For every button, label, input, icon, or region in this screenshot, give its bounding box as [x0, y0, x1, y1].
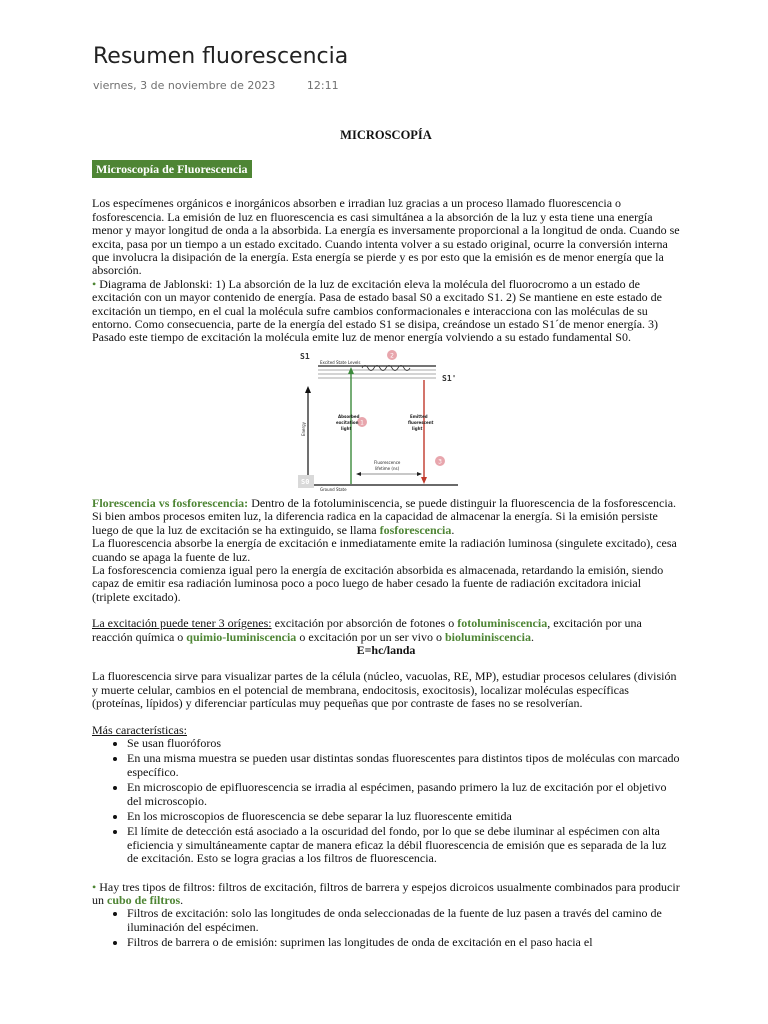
jablonski-text: Diagrama de Jablonski: 1) La absorción de la luz de excitación eleva la molécula del fluorocromo a un estado de excitación con un mayor contenido de energía. Pasa de estado basal S0 a excitado S1. 2) Se mantiene en este estado de excitación un tiempo, en el cual la molécula sufre cambios conformacionales e interacciona con las moléculas de su entorno. Como consecuencia, parte de la energía del estado S1 se disipa, creándose un estado S1´de menor energía. 3) Pasado este tiempo de excitación la molécula emite luz de menor energía volviendo a su estado fundamental S0. — [92, 276, 662, 345]
excitation-text-3: o excitación por un ser vivo o — [296, 629, 445, 644]
s0-label: S0 — [301, 477, 310, 486]
fvf-end: . — [451, 522, 455, 537]
excited-levels-label: Excited State Levels — [320, 359, 361, 365]
section-title: Microscopía de Fluorescencia — [92, 160, 252, 178]
energy-label: Energy — [301, 421, 306, 436]
emitted-label-2: fluorescent — [408, 419, 434, 425]
filters-end: . — [180, 893, 184, 908]
list-item: • En los microscopios de fluorescencia se debe separar la luz fluorescente emitida — [127, 810, 680, 823]
doc-heading: MICROSCOPÍA — [340, 128, 432, 142]
s1-prime-label: S1' — [442, 373, 457, 383]
filters-list — [92, 907, 680, 949]
excitation-label: La excitación puede tener 3 orígenes: — [92, 616, 272, 631]
list-item: • En una misma muestra se pueden usar distintas sondas fluorescentes para distintos tipos de moléculas con marcado específico. — [127, 752, 680, 779]
term-bioluminescence: bioluminiscencia — [444, 629, 531, 644]
term-chemiluminescence: quimio-luminiscencia — [186, 629, 297, 644]
jablonski-paragraph — [92, 278, 680, 345]
absorbed-label-1: Absorbed — [338, 413, 360, 419]
svg-text:3: 3 — [438, 458, 442, 466]
jablonski-diagram — [298, 350, 468, 492]
svg-text:2: 2 — [390, 352, 394, 360]
term-filter-cube: cubo de filtros — [107, 893, 181, 908]
svg-text:1: 1 — [360, 419, 364, 427]
filters-paragraph — [92, 881, 680, 908]
fvf-term: fosforescencia — [379, 522, 452, 537]
fvf-text: Dentro de la fotoluminiscencia, se puede distinguir la fluorescencia de la fosforescencia. Si bien ambos procesos emiten luz, la diferencia radica en la capacidad de almacenar la energía. Si la emisión persiste luego de que la luz de excitación se ha extinguido, se llama — [92, 495, 677, 537]
more-features-label: Más características: — [92, 722, 187, 737]
page-time: 12:11 — [306, 79, 339, 92]
list-item: • El límite de detección está asociado a la oscuridad del fondo, por lo que se debe iluminar al espécimen con alta eficiencia y simultáneamente captar de manera eficaz la débil fluorescencia de emisión que es separada de la luz de excitación. Esto se logra gracias a los filtros de fluorescencia. — [127, 825, 680, 865]
fvf-paragraph — [92, 497, 680, 537]
emitted-label-1: Emitted — [410, 413, 428, 419]
page-date: viernes, 3 de noviembre de 2023 — [93, 79, 276, 92]
s1-label: S1 — [300, 351, 310, 361]
excitation-paragraph — [92, 617, 680, 644]
ground-state-label: Ground State — [320, 486, 347, 492]
list-item: • Filtros de excitación: solo las longitudes de onda seleccionadas de la fuente de luz pasen a través del camino de iluminación del espécimen. — [127, 907, 680, 934]
page-title: Resumen fluorescencia — [93, 44, 349, 69]
excitation-text-2: , excitación por una reacción química o — [92, 616, 642, 644]
bullet-icon: • — [92, 879, 97, 894]
bullet-icon: • — [92, 276, 97, 291]
lifetime-label-2: lifetime (ns) — [375, 465, 400, 471]
absorbed-label-2: excitation — [336, 419, 359, 425]
excitation-text-1: excitación por absorción de fotones o — [271, 616, 458, 631]
list-item: • Filtros de barrera o de emisión: suprimen las longitudes de onda de excitación en el paso hacia el — [127, 936, 680, 949]
document-body — [92, 129, 680, 952]
absorbed-label-3: light — [341, 425, 352, 431]
formula: E=hc/landa — [356, 642, 416, 657]
page-meta — [93, 79, 339, 92]
features-list — [92, 737, 680, 866]
lifetime-label-1: Fluorescence — [374, 459, 401, 465]
list-item: • En microscopio de epifluorescencia se irradia al espécimen, pasando primero la luz de excitación por el objetivo del microscopio. — [127, 781, 680, 808]
intro-paragraph: Los especímenes orgánicos e inorgánicos absorben e irradian luz gracias a un proceso llamado fluorescencia o fosforescencia. La emisión de luz en fluorescencia es casi simultánea a la absorción de la luz y esta tiene una energía menor y mayor longitud de onda a la absorbida. La energía es inversamente proporcional a la longitud de onda. Cuando se excita, pasa por un tiempo a un estado excitado. Cuando intenta volver a su estado original, ocurre la conversión interna que involucra la disipación de la energía. Esta energía se pierde y es por esto que la emisión es de menor energía que la absorción. — [92, 196, 680, 278]
fvf-label: Florescencia vs fosforescencia: — [92, 495, 249, 510]
list-item: • Se usan fluoróforos — [127, 737, 680, 750]
phosphorescence-paragraph: La fosforescencia comienza igual pero la energía de excitación absorbida es almacenada, retardando la emisión, siendo capaz de emitir esa radiación luminosa poco a poco luego de haber cesado la fuente de radiación excitadora inicial (triplete excitado). — [92, 562, 664, 604]
fluorescence-paragraph: La fluorescencia absorbe la energía de excitación e inmediatamente emite la radiación luminosa (singulete excitado), cesa cuando se apaga la fuente de luz. — [92, 536, 677, 564]
term-photoluminescence: fotoluminiscencia — [457, 616, 548, 631]
uses-paragraph: La fluorescencia sirve para visualizar partes de la célula (núcleo, vacuolas, RE, MP), estudiar procesos celulares (división y muerte celular, cambios en el potencial de membrana, endocitosis, exocitosis), localizar moléculas específicas (proteínas, lípidos) y diferenciar partículas muy pequeñas que por contraste de fases no se resolverían. — [92, 669, 677, 711]
section-header — [92, 160, 680, 178]
jablonski-diagram-svg — [298, 350, 468, 492]
excitation-text-4: . — [530, 629, 534, 644]
filters-text: Hay tres tipos de filtros: filtros de excitación, filtros de barrera y espejos dicroicos usualmente combinados para producir un — [92, 879, 680, 908]
emitted-label-3: light — [412, 425, 423, 431]
